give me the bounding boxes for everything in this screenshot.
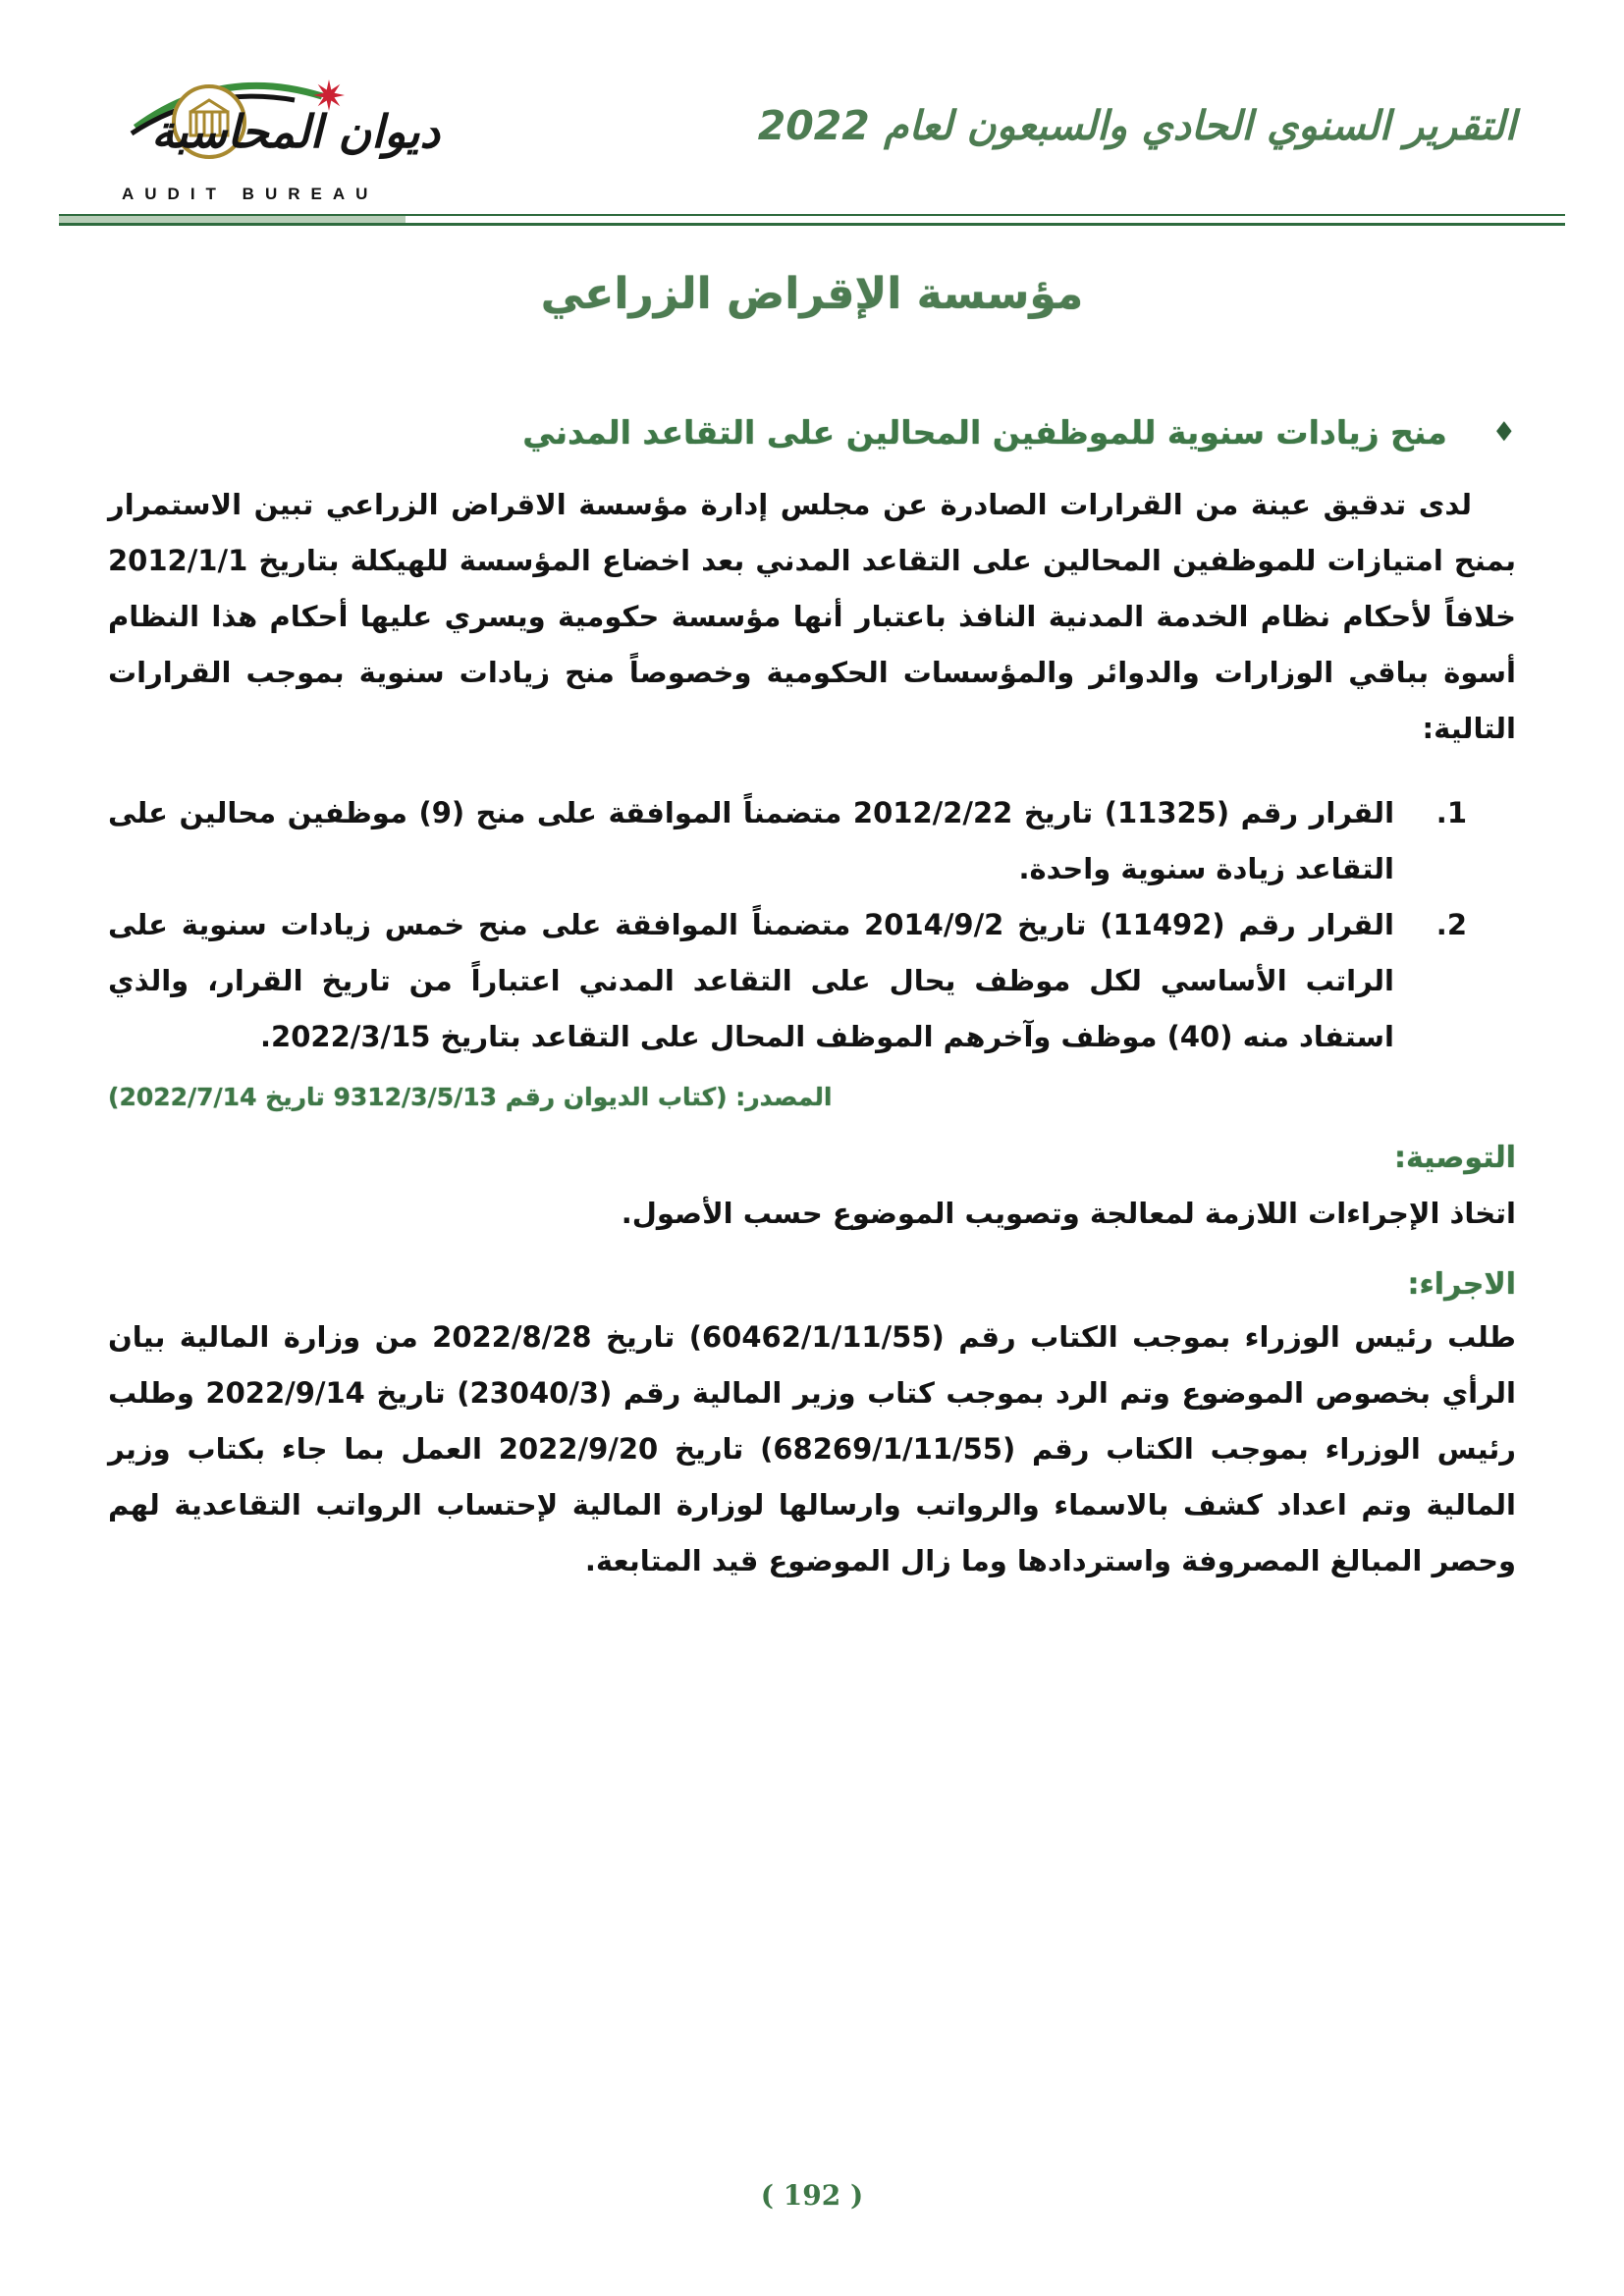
page-number: ( 192 ) (760, 2179, 864, 2212)
page-header (108, 51, 1516, 204)
audit-bureau-logo-graphic (108, 51, 452, 179)
header-separator (59, 214, 1565, 226)
decision-list (108, 785, 1516, 1065)
action-paragraph: طلب رئيس الوزراء بموجب الكتاب رقم (60462/1/11/55) تاريخ 2022/8/28 من وزارة المالية بيان الرأي بخصوص الموضوع وتم الرد بموجب كتاب وزير المالية رقم (23040/3) تاريخ 2022/9/14 وطلب رئيس الوزراء بموجب الكتاب رقم (68269/1/11/55) تاريخ 2022/9/20 العمل بما جاء بكتاب وزير المالية وتم اعداد كشف بالاسماء والرواتب وارسالها لوزارة المالية لإحتساب الرواتب التقاعدية لهم وحصر المبالغ المصروفة واستردادها وما زال الموضوع قيد المتابعة. (108, 1320, 1516, 1577)
list-item (108, 897, 1516, 1065)
logo-arabic-calligraphy: ديوان المحاسبة (151, 105, 440, 158)
audit-bureau-logo (108, 51, 452, 204)
finding-intro-paragraph: لدى تدقيق عينة من القرارات الصادرة عن مجلس إدارة مؤسسة الاقراض الزراعي تبين الاستمرار بمنح امتيازات للموظفين المحالين على التقاعد المدني بعد اخضاع المؤسسة للهيكلة بتاريخ 2012/1/1 خلافاً لأحكام نظام الخدمة المدنية النافذ باعتبار أنها مؤسسة حكومية ويسري عليها أحكام هذا النظام أسوة بباقي الوزارات والدوائر والمؤسسات الحكومية وخصوصاً منح زيادات سنوية بموجب القرارات التالية: (108, 488, 1516, 745)
recommendation-label: التوصية: (1393, 1141, 1516, 1175)
list-item (108, 785, 1516, 897)
list-item-number: 1. (1435, 796, 1467, 829)
header-separator-light-segment (59, 216, 406, 223)
source-reference: المصدر: (كتاب الديوان رقم 9312/3/5/13 تاريخ 2022/7/14) (108, 1083, 833, 1111)
list-item-text: القرار رقم (11492) تاريخ 2014/9/2 متضمناً الموافقة على منح خمس زيادات سنوية على الراتب الأساسي لكل موظف يحال على التقاعد المدني اعتباراً من تاريخ القرار، والذي استفاد منه (40) موظف وآخرهم الموظف المحال على التقاعد بتاريخ 2022/3/15. (108, 908, 1394, 1053)
recommendation-text: اتخاذ الإجراءات اللازمة لمعالجة وتصويب الموضوع حسب الأصول. (621, 1197, 1516, 1230)
report-title: التقرير السنوي الحادي والسبعون لعام 2022 (757, 102, 1516, 149)
list-item-number: 2. (1435, 908, 1467, 941)
diamond-bullet-icon: ♦ (1491, 417, 1516, 448)
action-label: الاجراء: (1407, 1267, 1516, 1302)
list-item-text: القرار رقم (11325) تاريخ 2012/2/22 متضمناً الموافقة على منح (9) موظفين محالين على التقاعد زيادة سنوية واحدة. (108, 796, 1395, 885)
section-heading-label: منح زيادات سنوية للموظفين المحالين على التقاعد المدني (522, 413, 1447, 452)
logo-english-text: AUDIT BUREAU (122, 185, 379, 203)
page-title: مؤسسة الإقراض الزراعي (540, 269, 1084, 319)
section-heading (108, 413, 1516, 452)
